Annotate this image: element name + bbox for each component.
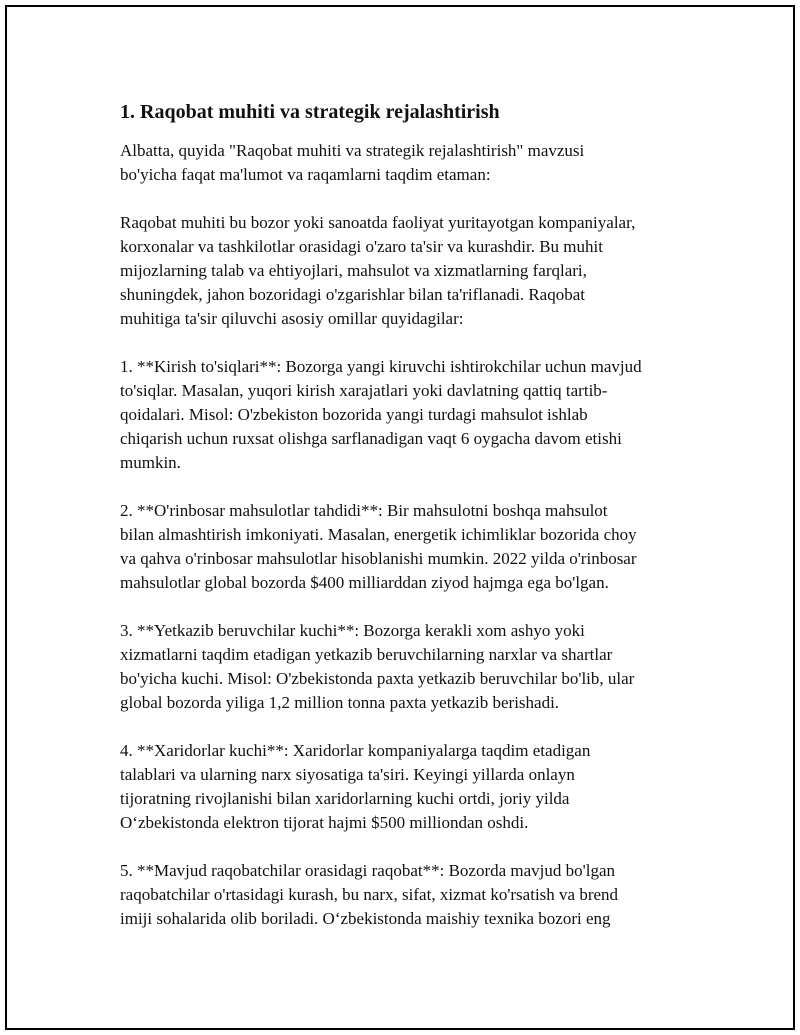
text-line: mumkin. <box>120 453 181 472</box>
section-heading: 1. Raqobat muhiti va strategik rejalashtirish <box>120 101 500 123</box>
text-line: to'siqlar. Masalan, yuqori kirish xarajatlari yoki davlatning qattiq tartib- <box>120 381 608 400</box>
text-line: chiqarish uchun ruxsat olishga sarflanadigan vaqt 6 oygacha davom etishi <box>120 429 622 448</box>
text-line: talablari va ularning narx siyosatiga ta'siri. Keyingi yillarda onlayn <box>120 765 575 784</box>
text-line: Raqobat muhiti bu bozor yoki sanoatda faoliyat yuritayotgan kompaniyalar, <box>120 213 636 232</box>
text-line: 4. **Xaridorlar kuchi**: Xaridorlar kompaniyalarga taqdim etadigan <box>120 741 591 760</box>
text-line: korxonalar va tashkilotlar orasidagi o'zaro ta'sir va kurashdir. Bu muhit <box>120 237 603 256</box>
list-item-3 <box>120 619 700 715</box>
text-line: O‘zbekistonda elektron tijorat hajmi $500 milliondan oshdi. <box>120 813 529 832</box>
list-item-2 <box>120 499 700 595</box>
definition-paragraph <box>120 211 700 331</box>
document-page <box>5 5 795 1030</box>
text-line: xizmatlarni taqdim etadigan yetkazib beruvchilarning narxlar va shartlar <box>120 645 613 664</box>
list-item-1 <box>120 355 700 475</box>
text-line: 2. **O'rinbosar mahsulotlar tahdidi**: Bir mahsulotni boshqa mahsulot <box>120 501 608 520</box>
list-item-5 <box>120 859 700 931</box>
text-line: 5. **Mavjud raqobatchilar orasidagi raqobat**: Bozorda mavjud bo'lgan <box>120 861 615 880</box>
text-line: Albatta, quyida "Raqobat muhiti va strategik rejalashtirish" mavzusi <box>120 141 585 160</box>
text-line: qoidalari. Misol: O'zbekiston bozorida yangi turdagi mahsulot ishlab <box>120 405 588 424</box>
text-line: bilan almashtirish imkoniyati. Masalan, energetik ichimliklar bozorida choy <box>120 525 637 544</box>
text-line: shuningdek, jahon bozoridagi o'zgarishlar bilan ta'riflanadi. Raqobat <box>120 285 585 304</box>
document-content <box>120 99 700 955</box>
list-item-4 <box>120 739 700 835</box>
text-line: 3. **Yetkazib beruvchilar kuchi**: Bozorga kerakli xom ashyo yoki <box>120 621 585 640</box>
text-line: 1. **Kirish to'siqlari**: Bozorga yangi kiruvchi ishtirokchilar uchun mavjud <box>120 357 642 376</box>
text-line: global bozorda yiliga 1,2 million tonna paxta yetkazib berishadi. <box>120 693 560 712</box>
text-line: bo'yicha kuchi. Misol: O'zbekistonda paxta yetkazib beruvchilar bo'lib, ular <box>120 669 635 688</box>
text-line: mijozlarning talab va ehtiyojlari, mahsulot va xizmatlarning farqlari, <box>120 261 587 280</box>
intro-paragraph <box>120 139 700 187</box>
text-line: va qahva o'rinbosar mahsulotlar hisoblanishi mumkin. 2022 yilda o'rinbosar <box>120 549 637 568</box>
text-line: mahsulotlar global bozorda $400 milliarddan ziyod hajmga ega bo'lgan. <box>120 573 609 592</box>
text-line: muhitiga ta'sir qiluvchi asosiy omillar quyidagilar: <box>120 309 464 328</box>
text-line: tijoratning rivojlanishi bilan xaridorlarning kuchi ortdi, joriy yilda <box>120 789 570 808</box>
text-line: raqobatchilar o'rtasidagi kurash, bu narx, sifat, xizmat ko'rsatish va brend <box>120 885 619 904</box>
text-line: imiji sohalarida olib boriladi. O‘zbekistonda maishiy texnika bozori eng <box>120 909 611 928</box>
text-line: bo'yicha faqat ma'lumot va raqamlarni taqdim etaman: <box>120 165 491 184</box>
